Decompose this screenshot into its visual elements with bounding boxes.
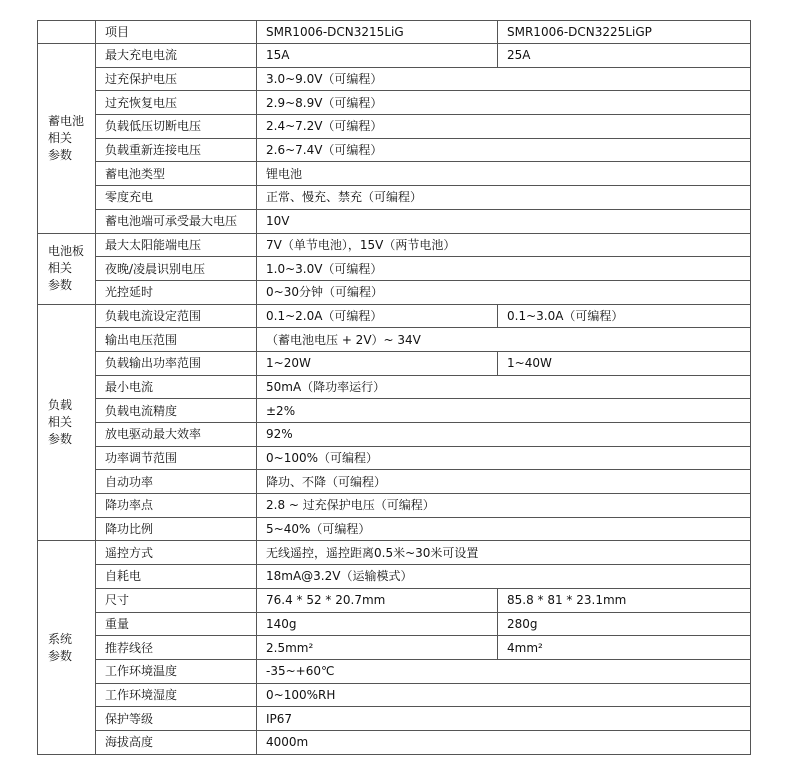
param-name-cell: 负载重新连接电压 (96, 138, 257, 162)
param-name-cell: 自耗电 (96, 565, 257, 589)
spec-table (37, 20, 751, 755)
table-row (38, 209, 751, 233)
param-value-cell: 0~100%（可编程） (257, 446, 751, 470)
param-value-model-a-cell: 0.1~2.0A（可编程） (257, 304, 498, 328)
param-value-cell: 降功、不降（可编程） (257, 470, 751, 494)
table-row (38, 494, 751, 518)
table-row (38, 375, 751, 399)
param-value-model-a-cell: 140g (257, 612, 498, 636)
param-value-cell: 4000m (257, 730, 751, 754)
param-value-cell: 1.0~3.0V（可编程） (257, 257, 751, 281)
param-name-cell: 自动功率 (96, 470, 257, 494)
param-name-cell: 重量 (96, 612, 257, 636)
param-name-cell: 负载电流设定范围 (96, 304, 257, 328)
table-row (38, 565, 751, 589)
param-value-model-b-cell: 25A (498, 44, 751, 68)
param-value-model-b-cell: 1~40W (498, 351, 751, 375)
table-row (38, 91, 751, 115)
header-row (38, 21, 751, 44)
param-name-cell: 工作环境湿度 (96, 683, 257, 707)
param-name-cell: 最小电流 (96, 375, 257, 399)
param-name-cell: 夜晚/凌晨识别电压 (96, 257, 257, 281)
param-value-model-a-cell: 15A (257, 44, 498, 68)
param-name-cell: 遥控方式 (96, 541, 257, 565)
param-name-cell: 功率调节范围 (96, 446, 257, 470)
param-value-cell: 正常、慢充、禁充（可编程） (257, 186, 751, 210)
table-row (38, 636, 751, 660)
param-value-cell: 0~30分钟（可编程） (257, 280, 751, 304)
param-value-cell: 锂电池 (257, 162, 751, 186)
header-model-b-cell: SMR1006-DCN3225LiGP (498, 21, 751, 44)
param-value-cell: 50mA（降功率运行） (257, 375, 751, 399)
param-value-model-b-cell: 0.1~3.0A（可编程） (498, 304, 751, 328)
param-value-cell: 10V (257, 209, 751, 233)
group-label-cell: 系统 参数 (38, 541, 96, 754)
param-value-model-b-cell: 280g (498, 612, 751, 636)
param-value-cell: 2.4~7.2V（可编程） (257, 115, 751, 139)
param-name-cell: 蓄电池类型 (96, 162, 257, 186)
table-row (38, 138, 751, 162)
param-value-cell: 92% (257, 423, 751, 447)
param-name-cell: 降功率点 (96, 494, 257, 518)
param-name-cell: 零度充电 (96, 186, 257, 210)
param-value-model-a-cell: 76.4 * 52 * 20.7mm (257, 588, 498, 612)
param-name-cell: 过充恢复电压 (96, 91, 257, 115)
param-value-model-a-cell: 1~20W (257, 351, 498, 375)
param-value-cell: 3.0~9.0V（可编程） (257, 67, 751, 91)
group-label-cell: 电池板 相关 参数 (38, 233, 96, 304)
table-row (38, 351, 751, 375)
param-name-cell: 光控延时 (96, 280, 257, 304)
table-row (38, 399, 751, 423)
param-name-cell: 保护等级 (96, 707, 257, 731)
header-model-a-cell: SMR1006-DCN3215LiG (257, 21, 498, 44)
table-row (38, 659, 751, 683)
header-blank-cell (38, 21, 96, 44)
param-name-cell: 工作环境温度 (96, 659, 257, 683)
table-row (38, 683, 751, 707)
table-row (38, 257, 751, 281)
param-name-cell: 过充保护电压 (96, 67, 257, 91)
param-value-cell: 0~100%RH (257, 683, 751, 707)
param-value-cell: （蓄电池电压 + 2V）~ 34V (257, 328, 751, 352)
param-value-model-a-cell: 2.5mm² (257, 636, 498, 660)
table-row (38, 304, 751, 328)
param-name-cell: 负载电流精度 (96, 399, 257, 423)
param-name-cell: 负载输出功率范围 (96, 351, 257, 375)
param-value-cell: 2.9~8.9V（可编程） (257, 91, 751, 115)
param-value-cell: ±2% (257, 399, 751, 423)
table-row (38, 423, 751, 447)
table-row (38, 588, 751, 612)
table-row (38, 44, 751, 68)
table-row (38, 233, 751, 257)
param-value-cell: 无线遥控，遥控距离0.5米~30米可设置 (257, 541, 751, 565)
table-row (38, 162, 751, 186)
table-row (38, 186, 751, 210)
table-row (38, 541, 751, 565)
param-value-cell: 5~40%（可编程） (257, 517, 751, 541)
param-name-cell: 最大充电电流 (96, 44, 257, 68)
table-row (38, 328, 751, 352)
param-name-cell: 输出电压范围 (96, 328, 257, 352)
group-label-cell: 蓄电池 相关 参数 (38, 44, 96, 234)
param-name-cell: 蓄电池端可承受最大电压 (96, 209, 257, 233)
table-row (38, 446, 751, 470)
param-name-cell: 最大太阳能端电压 (96, 233, 257, 257)
table-row (38, 730, 751, 754)
table-row (38, 707, 751, 731)
param-name-cell: 推荐线径 (96, 636, 257, 660)
spec-table-body (38, 21, 751, 755)
param-name-cell: 负载低压切断电压 (96, 115, 257, 139)
param-value-cell: 2.8 ~ 过充保护电压（可编程） (257, 494, 751, 518)
table-row (38, 115, 751, 139)
param-value-cell: 7V（单节电池），15V（两节电池） (257, 233, 751, 257)
param-name-cell: 降功比例 (96, 517, 257, 541)
param-value-cell: IP67 (257, 707, 751, 731)
header-item-cell: 项目 (96, 21, 257, 44)
table-row (38, 612, 751, 636)
param-value-cell: 2.6~7.4V（可编程） (257, 138, 751, 162)
param-name-cell: 放电驱动最大效率 (96, 423, 257, 447)
param-value-model-b-cell: 85.8 * 81 * 23.1mm (498, 588, 751, 612)
table-row (38, 517, 751, 541)
group-label-cell: 负载 相关 参数 (38, 304, 96, 541)
param-value-model-b-cell: 4mm² (498, 636, 751, 660)
param-value-cell: 18mA@3.2V（运输模式） (257, 565, 751, 589)
table-row (38, 470, 751, 494)
param-value-cell: -35~+60℃ (257, 659, 751, 683)
table-row (38, 280, 751, 304)
param-name-cell: 海拔高度 (96, 730, 257, 754)
param-name-cell: 尺寸 (96, 588, 257, 612)
table-row (38, 67, 751, 91)
